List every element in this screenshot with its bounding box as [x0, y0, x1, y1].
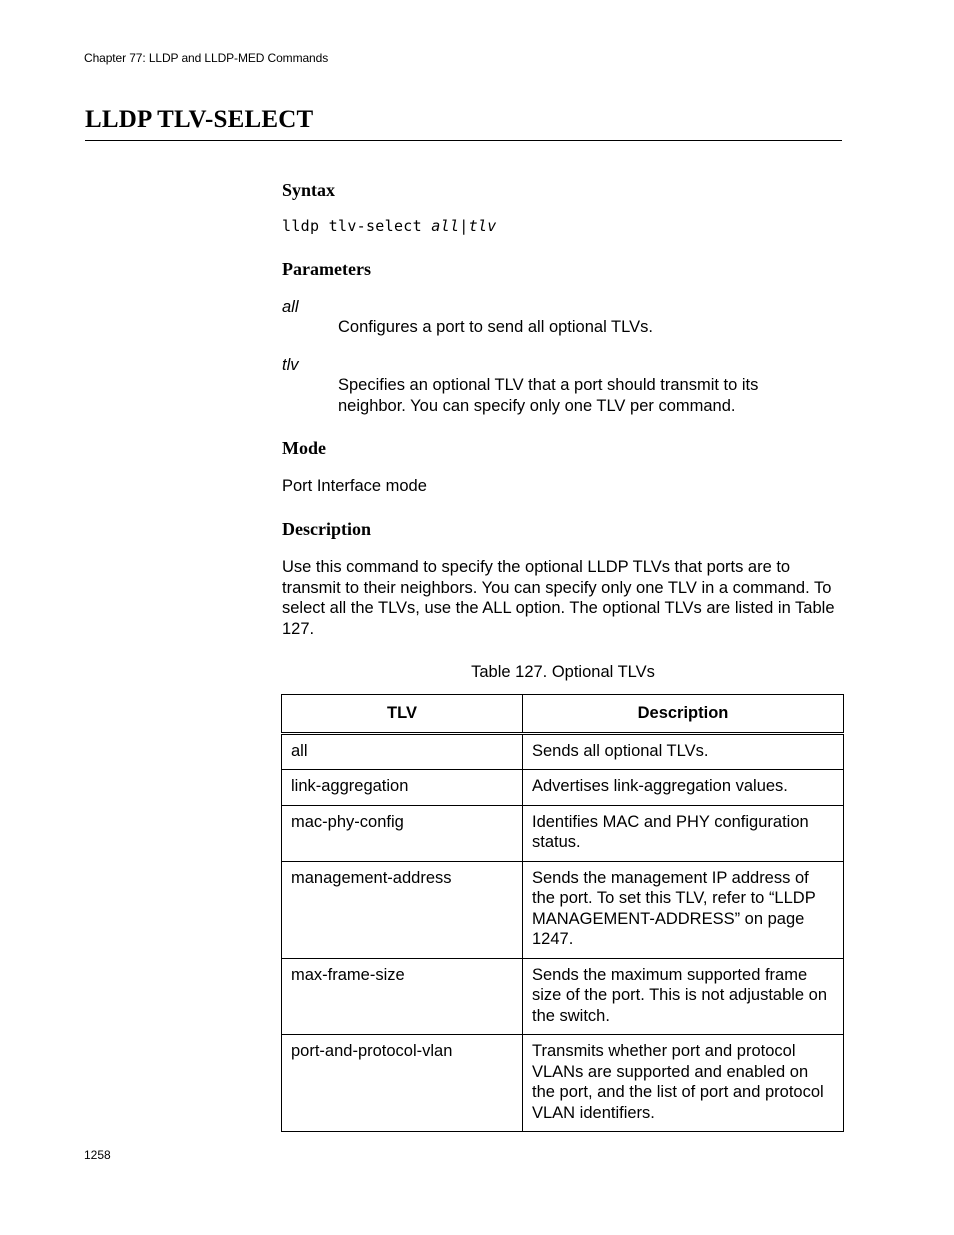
tlv-cell: mac-phy-config — [282, 805, 523, 861]
syntax-heading: Syntax — [282, 180, 336, 200]
column-header-tlv: TLV — [282, 695, 523, 734]
optional-tlv-table — [281, 694, 844, 1132]
column-header-description: Description — [523, 695, 844, 734]
tlv-cell: all — [282, 733, 523, 770]
table-row — [282, 770, 844, 806]
table-caption: Table 127. Optional TLVs — [471, 663, 655, 681]
table-row — [282, 958, 844, 1035]
description-cell: Sends the maximum supported frame size of the port. This is not adjustable on the switch. — [523, 958, 844, 1035]
description-cell: Transmits whether port and protocol VLANs are supported and enabled on the port, and the list of port and protocol VLAN identifiers. — [523, 1035, 844, 1132]
param-desc-tlv: Specifies an optional TLV that a port should transmit to its neighbor. You can specify only one TLV per command. — [338, 376, 759, 415]
page-title: LLDP TLV-SELECT — [85, 106, 314, 133]
table-row — [282, 733, 844, 770]
description-cell: Sends all optional TLVs. — [523, 733, 844, 770]
mode-heading: Mode — [282, 438, 326, 458]
param-term-tlv: tlv — [282, 356, 299, 374]
syntax-arg-tlv: tlv — [468, 217, 497, 235]
tlv-cell: max-frame-size — [282, 958, 523, 1035]
running-head: Chapter 77: LLDP and LLDP-MED Commands — [84, 51, 329, 65]
description-cell: Sends the management IP address of the port. To set this TLV, refer to “LLDP MANAGEMENT-ADDRESS” on page 1247. — [523, 861, 844, 958]
syntax-arg-all: all — [431, 217, 460, 235]
description-cell: Advertises link-aggregation values. — [523, 770, 844, 806]
mode-text: Port Interface mode — [282, 477, 427, 495]
page-number: 1258 — [84, 1148, 111, 1162]
description-heading: Description — [282, 519, 371, 539]
table-row — [282, 805, 844, 861]
description-cell: Identifies MAC and PHY configuration status. — [523, 805, 844, 861]
tlv-cell: port-and-protocol-vlan — [282, 1035, 523, 1132]
table-row — [282, 861, 844, 958]
table-row — [282, 1035, 844, 1132]
syntax-command — [282, 217, 497, 235]
syntax-command-text: lldp tlv-select — [282, 217, 432, 235]
tlv-cell: management-address — [282, 861, 523, 958]
parameters-heading: Parameters — [282, 259, 371, 279]
description-text: Use this command to specify the optional LLDP TLVs that ports are to transmit to their neighbors. You can specify only one TLV in a command. To select all the TLVs, use the ALL option. The optional TLVs are listed in Table 127. — [282, 558, 835, 638]
param-term-all: all — [282, 298, 299, 316]
syntax-separator: | — [459, 217, 469, 235]
tlv-cell: link-aggregation — [282, 770, 523, 806]
table-header-row — [282, 695, 844, 734]
param-desc-all: Configures a port to send all optional TLVs. — [338, 318, 653, 336]
title-rule — [85, 140, 842, 141]
